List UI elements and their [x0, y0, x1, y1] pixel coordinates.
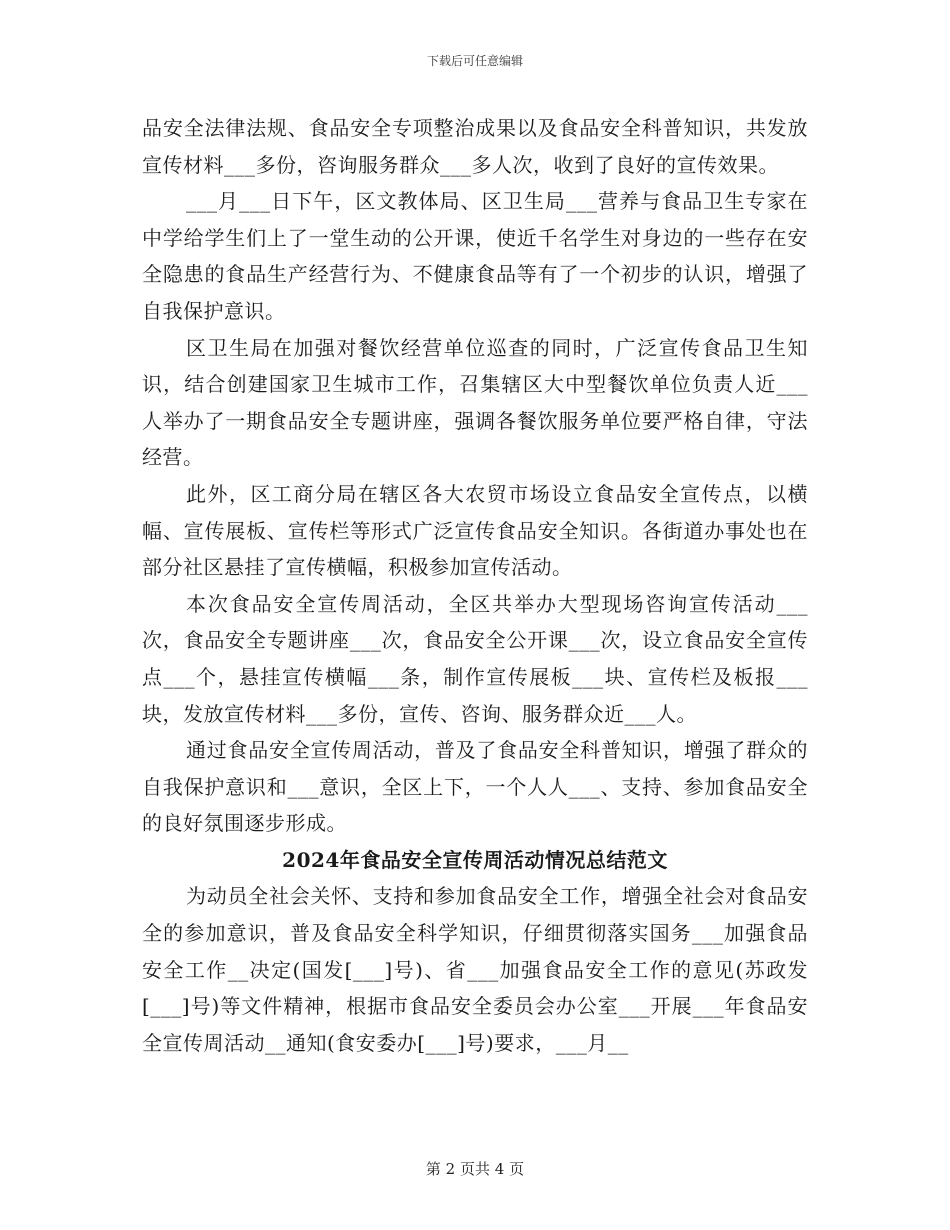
paragraph-section-intro: 为动员全社会关怀、支持和参加食品安全工作，增强全社会对食品安全的参加意识，普及食品安全科学知识，仔细贯彻落实国务___加强食品安全工作__决定(国发[___]号)、省___加强食品安全工作的意见(苏政发[___]号)等文件精神，根据市食品安全委员会办公室___开展___年食品安全宣传周活动__通知(食安委办[___]号)要求，___月__	[142, 884, 808, 1055]
paragraph-public-lecture: ___月___日下午，区文教体局、区卫生局___营养与食品卫生专家在中学给学生们上了一堂生动的公开课，使近千名学生对身边的一些存在安全隐患的食品生产经营行为、不健康食品等有了一个初步的认识，增强了自我保护意识。	[142, 189, 808, 323]
paragraph-continuation: 品安全法律法规、食品安全专项整治成果以及食品安全科普知识，共发放宣传材料___多份，咨询服务群众___多人次，收到了良好的宣传效果。	[142, 116, 808, 177]
paragraph-statistics: 本次食品安全宣传周活动，全区共举办大型现场咨询宣传活动___次，食品安全专题讲座___次，食品安全公开课___次，设立食品安全宣传点___个，悬挂宣传横幅___条，制作宣传展板___块、宣传栏及板报___块，发放宣传材料___多份，宣传、咨询、服务群众近___人。	[142, 591, 808, 726]
paragraph-health-bureau: 区卫生局在加强对餐饮经营单位巡查的同时，广泛宣传食品卫生知识，结合创建国家卫生城市工作，召集辖区大中型餐饮单位负责人近___人举办了一期食品安全专题讲座，强调各餐饮服务单位要严格自律，守法经营。	[142, 335, 808, 470]
paragraph-commerce-bureau: 此外，区工商分局在辖区各大农贸市场设立食品安全宣传点，以横幅、宣传展板、宣传栏等形式广泛宣传食品安全知识。各街道办事处也在部分社区悬挂了宣传横幅，积极参加宣传活动。	[142, 481, 808, 580]
page-header-note: 下载后可任意编辑	[426, 54, 523, 68]
document-body	[142, 110, 808, 1061]
paragraph-conclusion: 通过食品安全宣传周活动，普及了食品安全科普知识，增强了群众的自我保护意识和___意识，全区上下，一个人人___、支持、参加食品安全的良好氛围逐步形成。	[142, 738, 808, 836]
page-number: 第 2 页共 4 页	[425, 1160, 525, 1178]
section-title: 2024年食品安全宣传周活动情况总结范文	[282, 847, 668, 872]
